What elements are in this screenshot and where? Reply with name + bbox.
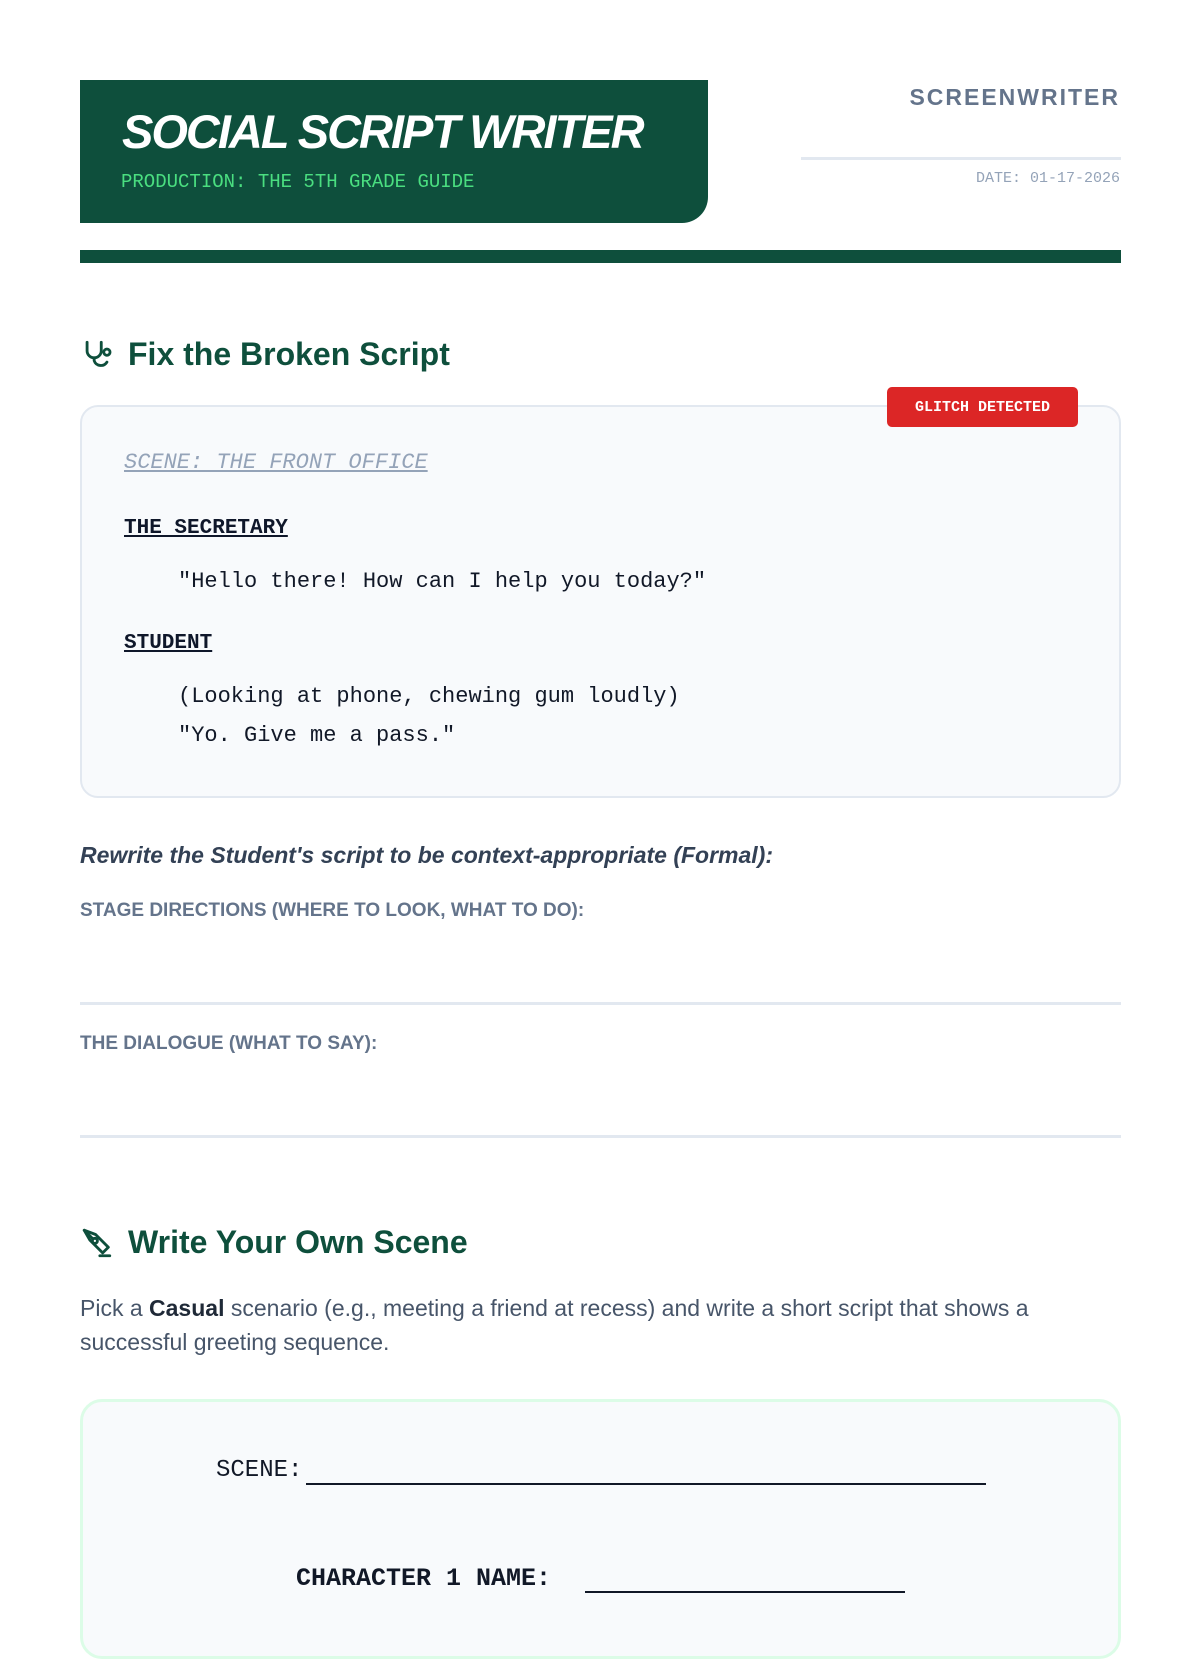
stethoscope-icon xyxy=(80,338,114,372)
character-1-write-line[interactable] xyxy=(585,1591,905,1593)
instructions-text: scenario (e.g., meeting a friend at recess) and write a short script that shows a successful greeting sequence. xyxy=(80,1295,1029,1355)
role-label: SCREENWRITER xyxy=(909,84,1120,110)
fix-script-heading-text: Fix the Broken Script xyxy=(128,336,450,372)
rewrite-prompt: Rewrite the Student's script to be context-appropriate (Formal): xyxy=(80,842,773,868)
own-scene-heading xyxy=(80,1224,468,1261)
pen-tool-icon xyxy=(80,1226,114,1260)
own-scene-instructions xyxy=(80,1291,1125,1359)
dialogue-line: "Hello there! How can I help you today?" xyxy=(178,569,707,594)
parenthetical-line: (Looking at phone, chewing gum loudly) xyxy=(178,684,680,709)
dialogue-line: "Yo. Give me a pass." xyxy=(178,723,456,748)
fix-script-heading xyxy=(80,336,450,373)
header-divider xyxy=(80,250,1121,263)
scene-write-line[interactable] xyxy=(306,1483,986,1485)
worksheet-title: SOCIAL SCRIPT WRITER xyxy=(122,105,643,158)
glitch-badge: GLITCH DETECTED xyxy=(887,387,1078,427)
character-1-label: CHARACTER 1 NAME: xyxy=(296,1564,552,1593)
own-scene-heading-text: Write Your Own Scene xyxy=(128,1224,468,1260)
character-name: STUDENT xyxy=(124,632,213,655)
dialogue-label: THE DIALOGUE (WHAT TO SAY): xyxy=(80,1033,378,1054)
production-subtitle: PRODUCTION: THE 5TH GRADE GUIDE xyxy=(121,171,475,193)
stage-directions-write-line[interactable] xyxy=(80,1002,1121,1005)
own-scene-box xyxy=(80,1399,1121,1659)
scene-label: SCENE: xyxy=(216,1457,303,1484)
scene-heading: SCENE: THE FRONT OFFICE xyxy=(124,450,428,475)
stage-directions-label: STAGE DIRECTIONS (WHERE TO LOOK, WHAT TO DO): xyxy=(80,900,585,921)
character-name: THE SECRETARY xyxy=(124,517,288,540)
instructions-text: Pick a xyxy=(80,1295,150,1321)
name-write-line xyxy=(801,157,1121,160)
date-label: DATE: 01-17-2026 xyxy=(975,170,1120,187)
instructions-emphasis: Casual xyxy=(149,1295,225,1321)
dialogue-write-line[interactable] xyxy=(80,1135,1121,1138)
title-block xyxy=(80,80,708,223)
